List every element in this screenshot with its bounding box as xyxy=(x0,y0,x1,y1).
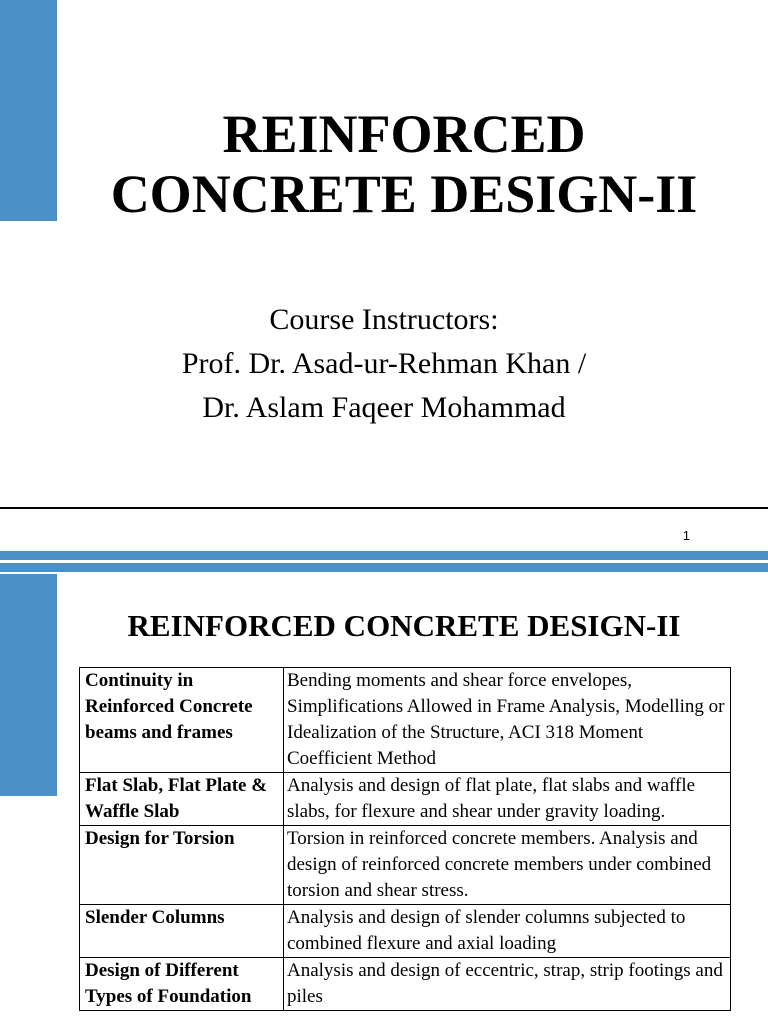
table-row xyxy=(80,826,731,905)
slide-separator xyxy=(0,548,768,574)
topic-cell: Slender Columns xyxy=(80,905,284,958)
content-slide xyxy=(0,574,768,1024)
footer-rule xyxy=(0,507,768,509)
description-cell: Analysis and design of eccentric, strap, strip footings and piles xyxy=(284,958,731,1011)
topics-table xyxy=(79,667,731,1011)
instructor-1: Prof. Dr. Asad-ur-Rehman Khan / xyxy=(181,347,587,380)
page-number: 1 xyxy=(682,528,690,543)
table-row xyxy=(80,958,731,1011)
topic-cell: Design of Different Types of Foundation xyxy=(80,958,284,1011)
description-cell: Analysis and design of flat plate, flat slabs and waffle slabs, for flexure and shear under gravity loading. xyxy=(284,773,731,826)
instructors-heading: Course Instructors: xyxy=(269,303,499,336)
description-cell: Torsion in reinforced concrete members. Analysis and design of reinforced concrete members under combined torsion and shear stress. xyxy=(284,826,731,905)
title-line-2: CONCRETE DESIGN-II xyxy=(110,164,698,224)
table-row xyxy=(80,668,731,773)
instructors-block xyxy=(0,298,768,430)
table-row xyxy=(80,773,731,826)
instructor-2: Dr. Aslam Faqeer Mohammad xyxy=(202,391,566,424)
topic-cell: Flat Slab, Flat Plate & Waffle Slab xyxy=(80,773,284,826)
description-cell: Analysis and design of slender columns subjected to combined flexure and axial loading xyxy=(284,905,731,958)
topic-cell: Continuity in Reinforced Concrete beams and frames xyxy=(80,668,284,773)
slide-title xyxy=(40,104,768,224)
title-line-1: REINFORCED xyxy=(222,104,586,164)
description-cell: Bending moments and shear force envelopes, Simplifications Allowed in Frame Analysis, Modelling or Idealization of the Structure, ACI 318 Moment Coefficient Method xyxy=(284,668,731,773)
slide-title: REINFORCED CONCRETE DESIGN-II xyxy=(127,608,681,643)
table-row xyxy=(80,905,731,958)
topic-cell: Design for Torsion xyxy=(80,826,284,905)
